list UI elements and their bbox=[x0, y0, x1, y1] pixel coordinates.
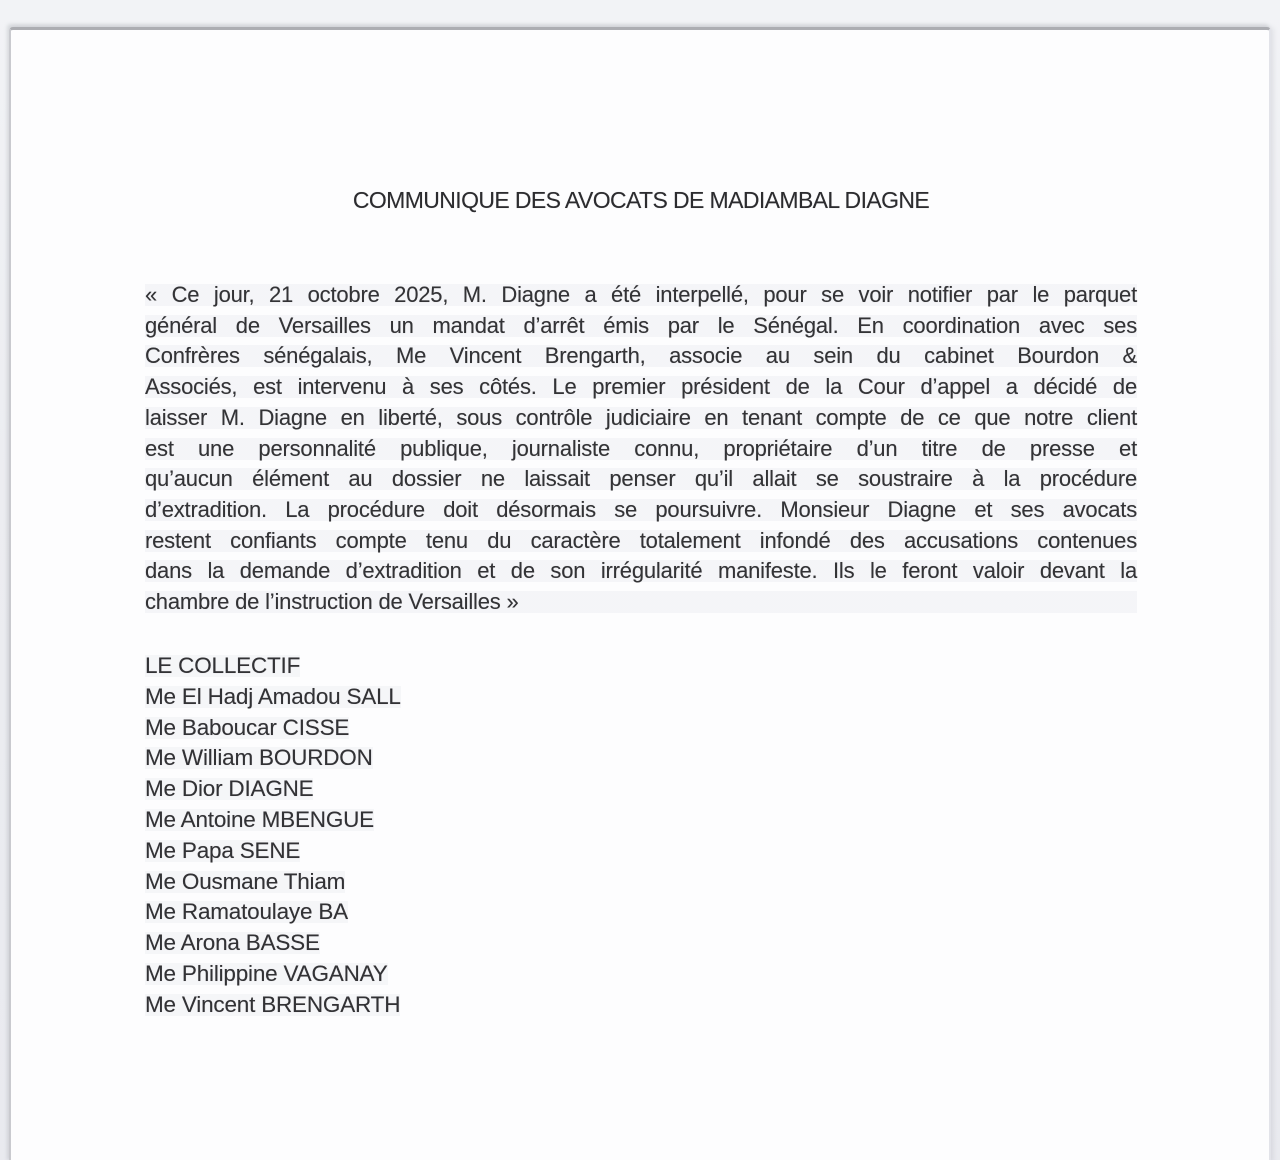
collective-heading: LE COLLECTIF bbox=[145, 651, 300, 682]
signatory-name: Me Ramatoulaye BA bbox=[145, 897, 348, 928]
document-page bbox=[9, 27, 1271, 1160]
signatory-name: Me El Hadj Amadou SALL bbox=[145, 682, 401, 713]
signatory-name: Me Baboucar CISSE bbox=[145, 713, 349, 744]
signatory-name: Me Papa SENE bbox=[145, 836, 300, 867]
signatory-name: Me William BOURDON bbox=[145, 743, 373, 774]
communique-paragraph bbox=[145, 280, 1137, 618]
signatory-name: Me Arona BASSE bbox=[145, 928, 320, 959]
paragraph-line: « Ce jour, 21 octobre 2025, M. Diagne a été interpellé, pour se voir notifier par le parquet bbox=[145, 280, 1137, 311]
paragraph-line: d’extradition. La procédure doit désormais se poursuivre. Monsieur Diagne et ses avocats bbox=[145, 495, 1137, 526]
paragraph-line: dans la demande d’extradition et de son irrégularité manifeste. Ils le feront valoir devant la bbox=[145, 556, 1137, 587]
paragraph-line: qu’aucun élément au dossier ne laissait penser qu’il allait se soustraire à la procédure bbox=[145, 464, 1137, 495]
signatory-name: Me Vincent BRENGARTH bbox=[145, 990, 400, 1021]
signatories-section bbox=[145, 651, 1137, 1021]
paragraph-line: restent confiants compte tenu du caractère totalement infondé des accusations contenues bbox=[145, 526, 1137, 557]
document-title: COMMUNIQUE DES AVOCATS DE MADIAMBAL DIAGNE bbox=[352, 187, 930, 213]
paragraph-line: est une personnalité publique, journaliste connu, propriétaire d’un titre de presse et bbox=[145, 434, 1137, 465]
paragraph-line: chambre de l’instruction de Versailles » bbox=[145, 587, 1137, 618]
paragraph-line: Confrères sénégalais, Me Vincent Brengarth, associe au sein du cabinet Bourdon & bbox=[145, 341, 1137, 372]
paragraph-line: laisser M. Diagne en liberté, sous contrôle judiciaire en tenant compte de ce que notre client bbox=[145, 403, 1137, 434]
signatory-name: Me Dior DIAGNE bbox=[145, 774, 313, 805]
signatory-name: Me Philippine VAGANAY bbox=[145, 959, 388, 990]
signatory-name: Me Ousmane Thiam bbox=[145, 867, 345, 898]
paragraph-line: général de Versailles un mandat d’arrêt émis par le Sénégal. En coordination avec ses bbox=[145, 311, 1137, 342]
signatory-list bbox=[145, 682, 1137, 1021]
paragraph-line: Associés, est intervenu à ses côtés. Le premier président de la Cour d’appel a décidé de bbox=[145, 372, 1137, 403]
signatory-name: Me Antoine MBENGUE bbox=[145, 805, 374, 836]
